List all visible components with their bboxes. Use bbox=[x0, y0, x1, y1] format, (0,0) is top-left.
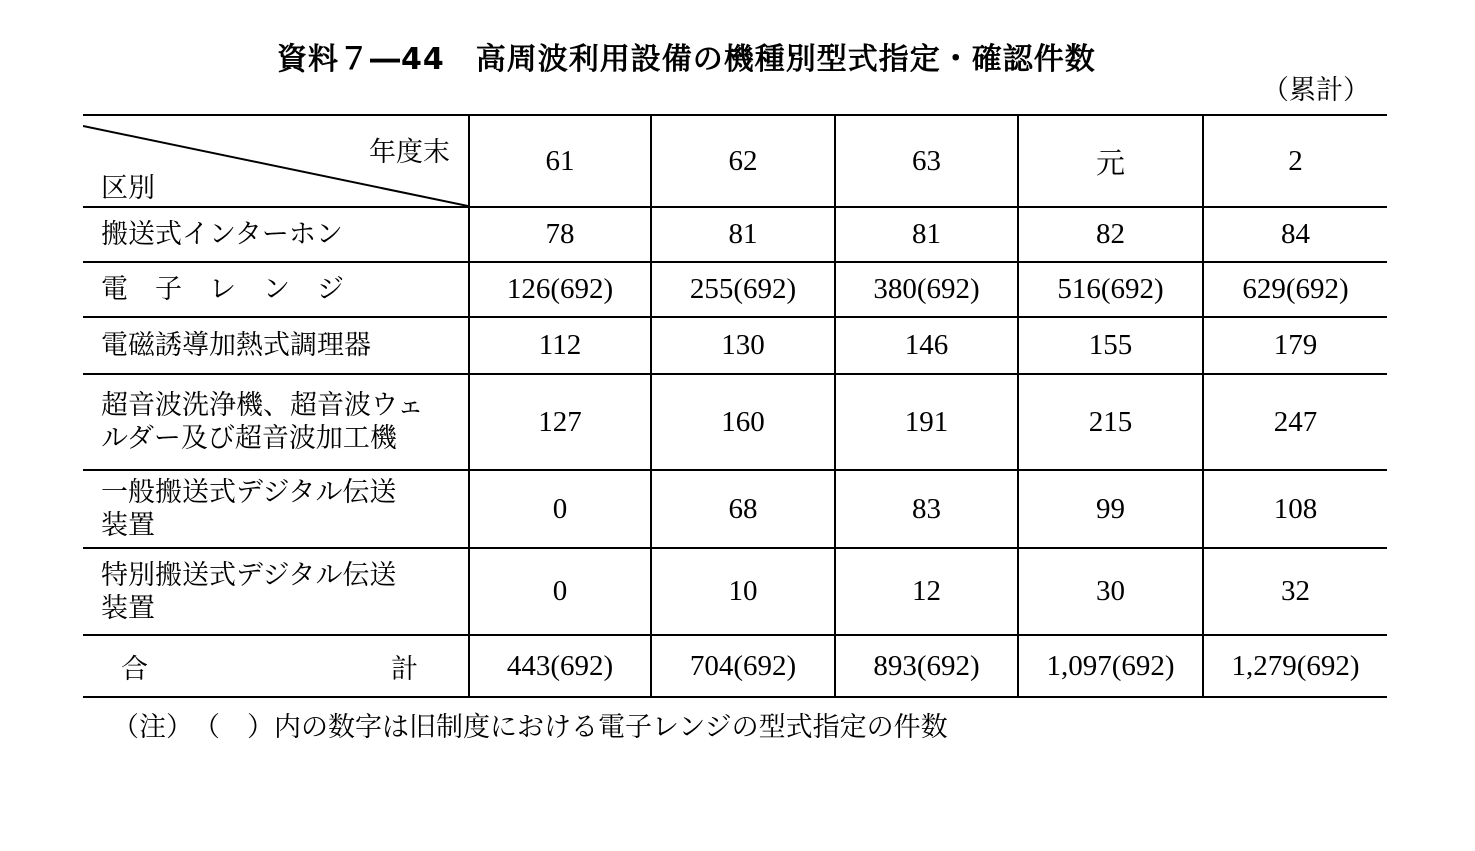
total-value: 1,097(692) bbox=[1018, 635, 1203, 697]
year-header: 2 bbox=[1203, 115, 1387, 207]
row-label: 超音波洗浄機、超音波ウェ ルダー及び超音波加工機 bbox=[101, 390, 424, 454]
fiscal-year-end-label: 年度末 bbox=[369, 137, 450, 168]
total-value: 443(692) bbox=[469, 635, 651, 697]
page-title: 資料７―44 高周波利用設備の機種別型式指定・確認件数 bbox=[277, 42, 1096, 77]
table-row bbox=[83, 262, 1387, 317]
cell-value: 81 bbox=[651, 207, 835, 262]
cell-value: 84 bbox=[1203, 207, 1387, 262]
cell-value: 12 bbox=[835, 548, 1018, 635]
table-row bbox=[83, 374, 1387, 470]
total-value: 893(692) bbox=[835, 635, 1018, 697]
row-label: 搬送式インターホン bbox=[101, 219, 343, 250]
table-row bbox=[83, 207, 1387, 262]
cell-value: 380(692) bbox=[835, 262, 1018, 317]
year-header: 元 bbox=[1018, 115, 1203, 207]
row-label: 特別搬送式デジタル伝送 装置 bbox=[101, 559, 397, 624]
cell-value: 108 bbox=[1203, 470, 1387, 548]
table-row bbox=[83, 470, 1387, 548]
row-label: 一般搬送式デジタル伝送 装置 bbox=[101, 477, 397, 541]
cell-value: 78 bbox=[469, 207, 651, 262]
cell-value: 179 bbox=[1203, 317, 1387, 374]
cell-value: 160 bbox=[651, 374, 835, 470]
cell-value: 99 bbox=[1018, 470, 1203, 548]
cell-value: 127 bbox=[469, 374, 651, 470]
header-corner bbox=[83, 115, 469, 207]
cell-value: 126(692) bbox=[469, 262, 651, 317]
cell-value: 30 bbox=[1018, 548, 1203, 635]
category-label: 区別 bbox=[101, 173, 155, 204]
cell-value: 32 bbox=[1203, 548, 1387, 635]
year-header: 61 bbox=[469, 115, 651, 207]
cell-value: 247 bbox=[1203, 374, 1387, 470]
cell-value: 112 bbox=[469, 317, 651, 374]
header-row bbox=[83, 115, 1387, 207]
total-row bbox=[83, 635, 1387, 697]
cell-value: 255(692) bbox=[651, 262, 835, 317]
cell-value: 0 bbox=[469, 548, 651, 635]
year-header: 62 bbox=[651, 115, 835, 207]
cell-value: 146 bbox=[835, 317, 1018, 374]
statistics-table bbox=[83, 114, 1387, 698]
cell-value: 629(692) bbox=[1203, 262, 1387, 317]
cell-value: 68 bbox=[651, 470, 835, 548]
table-row bbox=[83, 548, 1387, 635]
total-value: 1,279(692) bbox=[1203, 635, 1387, 697]
total-label: 合 計 bbox=[121, 653, 418, 685]
cell-value: 0 bbox=[469, 470, 651, 548]
cell-value: 81 bbox=[835, 207, 1018, 262]
row-label: 電磁誘導加熱式調理器 bbox=[101, 330, 371, 361]
total-value: 704(692) bbox=[651, 635, 835, 697]
cell-value: 191 bbox=[835, 374, 1018, 470]
footnote: （注） （ ）内の数字は旧制度における電子レンジの型式指定の件数 bbox=[112, 712, 948, 743]
table-row bbox=[83, 317, 1387, 374]
cell-value: 215 bbox=[1018, 374, 1203, 470]
cell-value: 130 bbox=[651, 317, 835, 374]
row-label: 電 子 レ ン ジ bbox=[101, 274, 344, 305]
unit-label: （累計） bbox=[1262, 75, 1370, 106]
year-header: 63 bbox=[835, 115, 1018, 207]
cell-value: 82 bbox=[1018, 207, 1203, 262]
cell-value: 83 bbox=[835, 470, 1018, 548]
cell-value: 10 bbox=[651, 548, 835, 635]
cell-value: 516(692) bbox=[1018, 262, 1203, 317]
cell-value: 155 bbox=[1018, 317, 1203, 374]
